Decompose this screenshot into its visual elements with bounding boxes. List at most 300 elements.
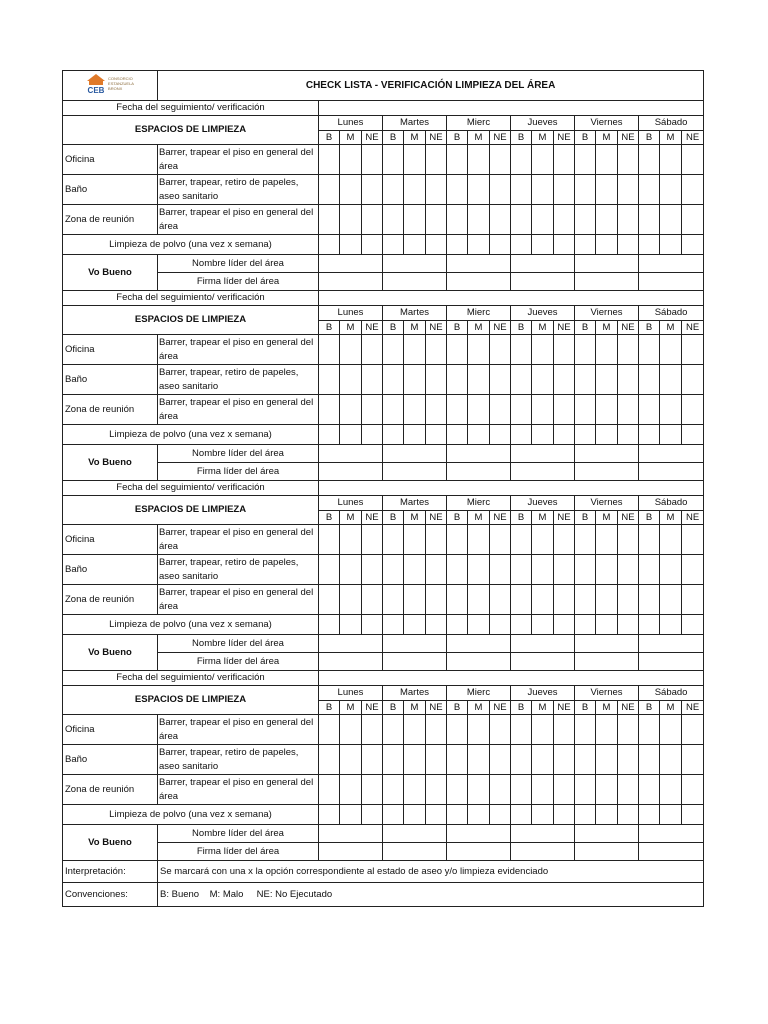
check-cell[interactable] (447, 775, 468, 805)
check-cell[interactable] (447, 335, 468, 365)
check-cell[interactable] (511, 615, 532, 635)
check-cell[interactable] (468, 235, 490, 255)
check-cell[interactable] (383, 365, 404, 395)
fecha-input-cell[interactable] (319, 671, 704, 686)
check-cell[interactable] (639, 615, 660, 635)
check-cell[interactable] (447, 395, 468, 425)
check-cell[interactable] (618, 395, 639, 425)
check-cell[interactable] (682, 715, 704, 745)
check-cell[interactable] (682, 525, 704, 555)
check-cell[interactable] (554, 335, 575, 365)
nombre-input-cell[interactable] (511, 445, 575, 463)
check-cell[interactable] (596, 235, 618, 255)
nombre-input-cell[interactable] (383, 635, 447, 653)
check-cell[interactable] (660, 745, 682, 775)
check-cell[interactable] (426, 425, 447, 445)
check-cell[interactable] (682, 205, 704, 235)
check-cell[interactable] (468, 145, 490, 175)
check-cell[interactable] (511, 775, 532, 805)
check-cell[interactable] (383, 555, 404, 585)
check-cell[interactable] (554, 745, 575, 775)
check-cell[interactable] (660, 205, 682, 235)
firma-input-cell[interactable] (447, 653, 511, 671)
check-cell[interactable] (447, 145, 468, 175)
check-cell[interactable] (660, 615, 682, 635)
check-cell[interactable] (404, 555, 426, 585)
check-cell[interactable] (490, 615, 511, 635)
check-cell[interactable] (554, 585, 575, 615)
check-cell[interactable] (383, 805, 404, 825)
check-cell[interactable] (468, 525, 490, 555)
nombre-input-cell[interactable] (639, 825, 704, 843)
check-cell[interactable] (618, 205, 639, 235)
check-cell[interactable] (340, 335, 362, 365)
nombre-input-cell[interactable] (319, 445, 383, 463)
check-cell[interactable] (511, 425, 532, 445)
nombre-input-cell[interactable] (639, 255, 704, 273)
check-cell[interactable] (362, 365, 383, 395)
check-cell[interactable] (532, 235, 554, 255)
check-cell[interactable] (639, 745, 660, 775)
check-cell[interactable] (682, 615, 704, 635)
firma-input-cell[interactable] (511, 843, 575, 861)
check-cell[interactable] (319, 425, 340, 445)
check-cell[interactable] (404, 235, 426, 255)
check-cell[interactable] (532, 205, 554, 235)
check-cell[interactable] (639, 715, 660, 745)
check-cell[interactable] (426, 205, 447, 235)
check-cell[interactable] (682, 175, 704, 205)
check-cell[interactable] (362, 615, 383, 635)
check-cell[interactable] (682, 775, 704, 805)
check-cell[interactable] (490, 175, 511, 205)
check-cell[interactable] (554, 175, 575, 205)
check-cell[interactable] (340, 745, 362, 775)
check-cell[interactable] (596, 205, 618, 235)
check-cell[interactable] (362, 235, 383, 255)
check-cell[interactable] (383, 715, 404, 745)
check-cell[interactable] (554, 365, 575, 395)
check-cell[interactable] (639, 805, 660, 825)
check-cell[interactable] (447, 235, 468, 255)
check-cell[interactable] (618, 425, 639, 445)
check-cell[interactable] (426, 775, 447, 805)
check-cell[interactable] (660, 335, 682, 365)
nombre-input-cell[interactable] (575, 635, 639, 653)
firma-input-cell[interactable] (319, 273, 383, 291)
firma-input-cell[interactable] (447, 843, 511, 861)
check-cell[interactable] (596, 395, 618, 425)
check-cell[interactable] (383, 525, 404, 555)
nombre-input-cell[interactable] (447, 635, 511, 653)
check-cell[interactable] (554, 525, 575, 555)
check-cell[interactable] (660, 805, 682, 825)
check-cell[interactable] (447, 555, 468, 585)
check-cell[interactable] (362, 775, 383, 805)
nombre-input-cell[interactable] (511, 255, 575, 273)
check-cell[interactable] (340, 775, 362, 805)
check-cell[interactable] (639, 175, 660, 205)
firma-input-cell[interactable] (447, 463, 511, 481)
fecha-input-cell[interactable] (319, 291, 704, 306)
check-cell[interactable] (319, 615, 340, 635)
firma-input-cell[interactable] (511, 273, 575, 291)
check-cell[interactable] (490, 365, 511, 395)
check-cell[interactable] (468, 425, 490, 445)
check-cell[interactable] (319, 365, 340, 395)
check-cell[interactable] (319, 175, 340, 205)
check-cell[interactable] (596, 425, 618, 445)
check-cell[interactable] (554, 715, 575, 745)
check-cell[interactable] (639, 425, 660, 445)
check-cell[interactable] (404, 145, 426, 175)
check-cell[interactable] (340, 175, 362, 205)
check-cell[interactable] (511, 585, 532, 615)
check-cell[interactable] (511, 555, 532, 585)
check-cell[interactable] (554, 775, 575, 805)
check-cell[interactable] (490, 205, 511, 235)
check-cell[interactable] (532, 145, 554, 175)
check-cell[interactable] (362, 175, 383, 205)
check-cell[interactable] (532, 425, 554, 445)
check-cell[interactable] (511, 235, 532, 255)
check-cell[interactable] (340, 205, 362, 235)
check-cell[interactable] (426, 715, 447, 745)
fecha-input-cell[interactable] (319, 101, 704, 116)
check-cell[interactable] (362, 555, 383, 585)
firma-input-cell[interactable] (639, 463, 704, 481)
check-cell[interactable] (319, 395, 340, 425)
check-cell[interactable] (383, 615, 404, 635)
check-cell[interactable] (490, 585, 511, 615)
check-cell[interactable] (490, 335, 511, 365)
check-cell[interactable] (575, 615, 596, 635)
check-cell[interactable] (362, 425, 383, 445)
nombre-input-cell[interactable] (575, 255, 639, 273)
check-cell[interactable] (511, 205, 532, 235)
check-cell[interactable] (490, 425, 511, 445)
check-cell[interactable] (532, 775, 554, 805)
check-cell[interactable] (575, 745, 596, 775)
check-cell[interactable] (596, 745, 618, 775)
check-cell[interactable] (468, 175, 490, 205)
check-cell[interactable] (490, 145, 511, 175)
check-cell[interactable] (340, 145, 362, 175)
check-cell[interactable] (511, 745, 532, 775)
check-cell[interactable] (532, 555, 554, 585)
check-cell[interactable] (660, 425, 682, 445)
check-cell[interactable] (362, 715, 383, 745)
check-cell[interactable] (468, 615, 490, 635)
check-cell[interactable] (319, 805, 340, 825)
check-cell[interactable] (319, 145, 340, 175)
check-cell[interactable] (639, 335, 660, 365)
check-cell[interactable] (532, 525, 554, 555)
check-cell[interactable] (383, 145, 404, 175)
check-cell[interactable] (426, 805, 447, 825)
check-cell[interactable] (511, 175, 532, 205)
check-cell[interactable] (618, 145, 639, 175)
check-cell[interactable] (554, 805, 575, 825)
check-cell[interactable] (618, 775, 639, 805)
check-cell[interactable] (639, 525, 660, 555)
nombre-input-cell[interactable] (511, 635, 575, 653)
check-cell[interactable] (618, 715, 639, 745)
firma-input-cell[interactable] (319, 653, 383, 671)
check-cell[interactable] (618, 585, 639, 615)
check-cell[interactable] (575, 205, 596, 235)
check-cell[interactable] (447, 805, 468, 825)
check-cell[interactable] (426, 555, 447, 585)
check-cell[interactable] (404, 525, 426, 555)
check-cell[interactable] (447, 585, 468, 615)
nombre-input-cell[interactable] (639, 445, 704, 463)
firma-input-cell[interactable] (511, 653, 575, 671)
check-cell[interactable] (383, 585, 404, 615)
check-cell[interactable] (618, 525, 639, 555)
check-cell[interactable] (618, 365, 639, 395)
check-cell[interactable] (404, 425, 426, 445)
nombre-input-cell[interactable] (319, 635, 383, 653)
check-cell[interactable] (532, 335, 554, 365)
firma-input-cell[interactable] (383, 653, 447, 671)
check-cell[interactable] (554, 615, 575, 635)
check-cell[interactable] (682, 745, 704, 775)
check-cell[interactable] (447, 425, 468, 445)
nombre-input-cell[interactable] (575, 825, 639, 843)
check-cell[interactable] (682, 145, 704, 175)
check-cell[interactable] (575, 585, 596, 615)
check-cell[interactable] (532, 615, 554, 635)
firma-input-cell[interactable] (639, 843, 704, 861)
check-cell[interactable] (596, 805, 618, 825)
check-cell[interactable] (362, 805, 383, 825)
check-cell[interactable] (340, 805, 362, 825)
check-cell[interactable] (490, 715, 511, 745)
check-cell[interactable] (639, 775, 660, 805)
check-cell[interactable] (596, 555, 618, 585)
check-cell[interactable] (383, 775, 404, 805)
firma-input-cell[interactable] (575, 653, 639, 671)
check-cell[interactable] (660, 145, 682, 175)
check-cell[interactable] (468, 555, 490, 585)
check-cell[interactable] (618, 235, 639, 255)
check-cell[interactable] (447, 365, 468, 395)
check-cell[interactable] (618, 745, 639, 775)
nombre-input-cell[interactable] (447, 445, 511, 463)
check-cell[interactable] (575, 175, 596, 205)
check-cell[interactable] (511, 715, 532, 745)
firma-input-cell[interactable] (383, 273, 447, 291)
check-cell[interactable] (575, 805, 596, 825)
check-cell[interactable] (426, 525, 447, 555)
check-cell[interactable] (660, 365, 682, 395)
check-cell[interactable] (639, 395, 660, 425)
check-cell[interactable] (404, 175, 426, 205)
firma-input-cell[interactable] (639, 653, 704, 671)
check-cell[interactable] (404, 805, 426, 825)
check-cell[interactable] (426, 335, 447, 365)
check-cell[interactable] (340, 425, 362, 445)
check-cell[interactable] (596, 715, 618, 745)
firma-input-cell[interactable] (575, 843, 639, 861)
check-cell[interactable] (340, 585, 362, 615)
nombre-input-cell[interactable] (575, 445, 639, 463)
check-cell[interactable] (532, 365, 554, 395)
check-cell[interactable] (404, 775, 426, 805)
check-cell[interactable] (383, 395, 404, 425)
check-cell[interactable] (511, 365, 532, 395)
check-cell[interactable] (383, 745, 404, 775)
check-cell[interactable] (511, 395, 532, 425)
check-cell[interactable] (532, 715, 554, 745)
check-cell[interactable] (362, 205, 383, 235)
check-cell[interactable] (383, 425, 404, 445)
check-cell[interactable] (532, 175, 554, 205)
check-cell[interactable] (575, 395, 596, 425)
check-cell[interactable] (426, 745, 447, 775)
check-cell[interactable] (490, 235, 511, 255)
firma-input-cell[interactable] (447, 273, 511, 291)
check-cell[interactable] (319, 205, 340, 235)
check-cell[interactable] (639, 205, 660, 235)
check-cell[interactable] (468, 395, 490, 425)
check-cell[interactable] (639, 555, 660, 585)
check-cell[interactable] (468, 745, 490, 775)
check-cell[interactable] (340, 525, 362, 555)
nombre-input-cell[interactable] (447, 825, 511, 843)
check-cell[interactable] (468, 775, 490, 805)
check-cell[interactable] (383, 335, 404, 365)
firma-input-cell[interactable] (319, 463, 383, 481)
check-cell[interactable] (319, 555, 340, 585)
check-cell[interactable] (682, 585, 704, 615)
nombre-input-cell[interactable] (319, 255, 383, 273)
firma-input-cell[interactable] (639, 273, 704, 291)
check-cell[interactable] (660, 175, 682, 205)
check-cell[interactable] (660, 715, 682, 745)
check-cell[interactable] (490, 805, 511, 825)
check-cell[interactable] (468, 805, 490, 825)
nombre-input-cell[interactable] (383, 445, 447, 463)
check-cell[interactable] (404, 365, 426, 395)
check-cell[interactable] (682, 555, 704, 585)
check-cell[interactable] (660, 555, 682, 585)
check-cell[interactable] (362, 745, 383, 775)
check-cell[interactable] (319, 745, 340, 775)
check-cell[interactable] (511, 335, 532, 365)
check-cell[interactable] (404, 585, 426, 615)
check-cell[interactable] (596, 175, 618, 205)
check-cell[interactable] (660, 775, 682, 805)
check-cell[interactable] (660, 525, 682, 555)
check-cell[interactable] (340, 615, 362, 635)
nombre-input-cell[interactable] (383, 255, 447, 273)
check-cell[interactable] (404, 715, 426, 745)
check-cell[interactable] (532, 805, 554, 825)
check-cell[interactable] (596, 585, 618, 615)
check-cell[interactable] (575, 365, 596, 395)
check-cell[interactable] (404, 745, 426, 775)
check-cell[interactable] (340, 715, 362, 745)
fecha-input-cell[interactable] (319, 481, 704, 496)
check-cell[interactable] (404, 615, 426, 635)
check-cell[interactable] (575, 145, 596, 175)
check-cell[interactable] (511, 525, 532, 555)
check-cell[interactable] (575, 775, 596, 805)
check-cell[interactable] (575, 715, 596, 745)
check-cell[interactable] (362, 145, 383, 175)
firma-input-cell[interactable] (383, 463, 447, 481)
check-cell[interactable] (660, 235, 682, 255)
check-cell[interactable] (596, 525, 618, 555)
check-cell[interactable] (575, 525, 596, 555)
check-cell[interactable] (554, 425, 575, 445)
check-cell[interactable] (340, 555, 362, 585)
check-cell[interactable] (682, 425, 704, 445)
check-cell[interactable] (575, 335, 596, 365)
check-cell[interactable] (404, 395, 426, 425)
check-cell[interactable] (426, 235, 447, 255)
check-cell[interactable] (682, 335, 704, 365)
check-cell[interactable] (682, 235, 704, 255)
check-cell[interactable] (554, 395, 575, 425)
check-cell[interactable] (596, 145, 618, 175)
check-cell[interactable] (447, 175, 468, 205)
check-cell[interactable] (468, 205, 490, 235)
check-cell[interactable] (639, 365, 660, 395)
firma-input-cell[interactable] (383, 843, 447, 861)
nombre-input-cell[interactable] (447, 255, 511, 273)
check-cell[interactable] (447, 745, 468, 775)
check-cell[interactable] (383, 175, 404, 205)
check-cell[interactable] (618, 615, 639, 635)
check-cell[interactable] (468, 335, 490, 365)
check-cell[interactable] (660, 585, 682, 615)
check-cell[interactable] (511, 805, 532, 825)
check-cell[interactable] (426, 365, 447, 395)
nombre-input-cell[interactable] (383, 825, 447, 843)
check-cell[interactable] (340, 235, 362, 255)
firma-input-cell[interactable] (511, 463, 575, 481)
firma-input-cell[interactable] (575, 273, 639, 291)
check-cell[interactable] (682, 365, 704, 395)
check-cell[interactable] (468, 715, 490, 745)
check-cell[interactable] (618, 335, 639, 365)
firma-input-cell[interactable] (575, 463, 639, 481)
check-cell[interactable] (362, 395, 383, 425)
check-cell[interactable] (682, 395, 704, 425)
check-cell[interactable] (554, 235, 575, 255)
check-cell[interactable] (426, 175, 447, 205)
check-cell[interactable] (447, 615, 468, 635)
check-cell[interactable] (340, 365, 362, 395)
check-cell[interactable] (554, 205, 575, 235)
check-cell[interactable] (490, 395, 511, 425)
check-cell[interactable] (426, 615, 447, 635)
check-cell[interactable] (362, 585, 383, 615)
check-cell[interactable] (511, 145, 532, 175)
check-cell[interactable] (383, 205, 404, 235)
check-cell[interactable] (404, 205, 426, 235)
firma-input-cell[interactable] (319, 843, 383, 861)
check-cell[interactable] (319, 525, 340, 555)
check-cell[interactable] (532, 585, 554, 615)
check-cell[interactable] (447, 715, 468, 745)
check-cell[interactable] (319, 585, 340, 615)
nombre-input-cell[interactable] (511, 825, 575, 843)
check-cell[interactable] (319, 775, 340, 805)
